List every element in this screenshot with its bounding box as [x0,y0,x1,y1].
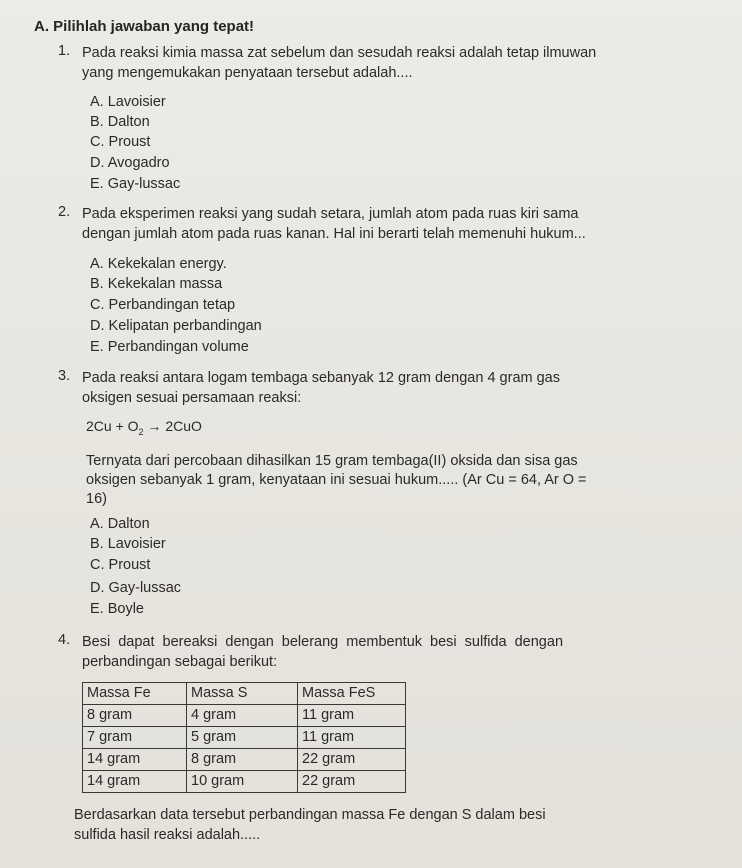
question-4-line-3: Berdasarkan data tersebut perbandingan massa Fe dengan S dalam besi [74,807,546,823]
question-1-line-1: Pada reaksi kimia massa zat sebelum dan sesudah reaksi adalah tetap ilmuwan [82,45,597,61]
table-cell: 8 gram [83,705,187,727]
table-cell: 10 gram [187,771,298,793]
table-header-cell: Massa FeS [298,683,406,705]
question-2-line-2: dengan jumlah atom pada ruas kanan. Hal ini berarti telah memenuhi hukum... [82,226,586,242]
table-cell: 5 gram [187,727,298,749]
table-row [83,727,406,749]
equation-reactants: 2Cu + O [86,418,139,434]
question-1-line-2: yang mengemukakan penyataan tersebut adalah.... [82,65,413,81]
equation-subscript: 2 [138,426,144,437]
question-3-line-2: oksigen sesuai persamaan reaksi: [82,390,302,406]
question-2-option-e: E. Perbandingan volume [90,339,249,355]
question-4-number: 4. [58,632,71,648]
question-1-option-e: E. Gay-lussac [90,176,181,192]
question-2-option-b: B. Kekekalan massa [90,276,223,292]
section-title: A. Pilihlah jawaban yang tepat! [34,18,255,35]
table-row [83,749,406,771]
question-2-option-c: C. Perbandingan tetap [90,297,236,313]
question-4-line-1: Besi dapat bereaksi dengan belerang membentuk besi sulfida dengan [82,634,564,650]
question-1-option-c: C. Proust [90,134,151,150]
table-cell: 14 gram [83,771,187,793]
question-2-option-a: A. Kekekalan energy. [90,256,227,272]
question-3-option-e: E. Boyle [90,601,144,617]
question-4-line-2: perbandingan sebagai berikut: [82,654,278,670]
question-1-option-d: D. Avogadro [90,155,170,171]
question-3-line-5: 16) [86,491,107,507]
table-header-cell: Massa S [187,683,298,705]
table-header-cell: Massa Fe [83,683,187,705]
table-cell: 22 gram [298,771,406,793]
question-1-option-b: B. Dalton [90,114,150,130]
table-cell: 4 gram [187,705,298,727]
question-3-line-1: Pada reaksi antara logam tembaga sebanyak 12 gram dengan 4 gram gas [82,370,560,386]
equation-arrow: → [143,418,166,434]
table-cell: 8 gram [187,749,298,771]
table-cell: 22 gram [298,749,406,771]
question-1-number: 1. [58,43,71,59]
table-cell: 7 gram [83,727,187,749]
table-header-row [83,683,406,705]
question-3-line-3: Ternyata dari percobaan dihasilkan 15 gram tembaga(II) oksida dan sisa gas [86,453,578,469]
table-cell: 11 gram [298,705,406,727]
table-row [83,705,406,727]
question-3-line-4: oksigen sebanyak 1 gram, kenyataan ini sesuai hukum..... (Ar Cu = 64, Ar O = [86,472,587,488]
question-2-number: 2. [58,204,71,220]
table-cell: 14 gram [83,749,187,771]
question-2-line-1: Pada eksperimen reaksi yang sudah setara, jumlah atom pada ruas kiri sama [82,206,579,222]
question-3-option-a: A. Dalton [90,516,150,532]
question-3-option-d: D. Gay-lussac [90,580,182,596]
equation-product: 2CuO [165,418,202,434]
question-1-option-a: A. Lavoisier [90,94,166,110]
question-3-number: 3. [58,368,71,384]
question-4-line-4: sulfida hasil reaksi adalah..... [74,827,261,843]
table-cell: 11 gram [298,727,406,749]
question-3-option-c: C. Proust [90,557,151,573]
table-row [83,771,406,793]
mass-ratio-table [82,682,406,793]
reaction-equation [86,418,202,437]
question-3-option-b: B. Lavoisier [90,536,166,552]
question-2-option-d: D. Kelipatan perbandingan [90,318,262,334]
